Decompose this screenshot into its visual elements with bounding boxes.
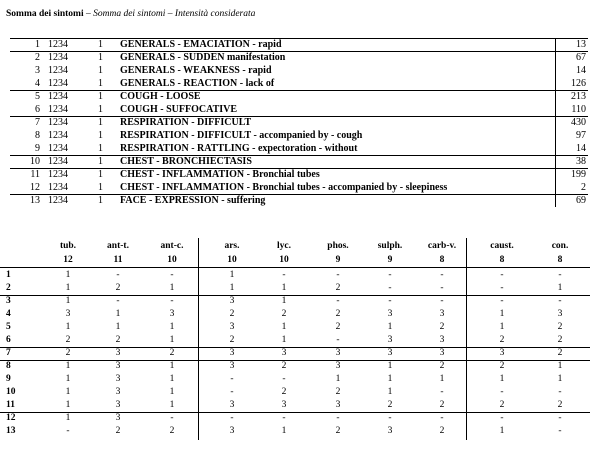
grid-row-number: 2 (6, 283, 11, 293)
grid-cell: - (66, 426, 70, 436)
symptom-number: 12 (30, 182, 40, 193)
grid-cell: - (500, 283, 504, 293)
symptom-score: 14 (576, 65, 586, 76)
symptom-number: 3 (35, 65, 40, 76)
grid-cell: - (440, 283, 444, 293)
symptom-score: 13 (576, 39, 586, 50)
grid-cell: 1 (229, 270, 235, 280)
grid-cell: 1 (557, 283, 563, 293)
grid-cell: - (282, 270, 286, 280)
grid-header-rule (0, 267, 590, 268)
symptom-number: 1 (35, 39, 40, 50)
grid-cell: 1 (557, 374, 563, 384)
symptom-rubric: GENERALS - SUDDEN manifestation (120, 52, 286, 63)
grid-cell: - (336, 296, 340, 306)
grid-cell: 2 (439, 426, 445, 436)
grid-cell: - (230, 413, 234, 423)
grid-cell: 1 (335, 374, 341, 384)
remedy-total: 8 (557, 255, 563, 265)
symptom-weight: 1 (98, 117, 103, 128)
grid-cell: - (388, 270, 392, 280)
symptom-number: 9 (35, 143, 40, 154)
grid-cell: - (558, 426, 562, 436)
grid-cell: - (500, 413, 504, 423)
grid-cell: 2 (557, 348, 563, 358)
symptom-rubric: CHEST - INFLAMMATION - Bronchial tubes - accompanied by - sleepiness (120, 182, 448, 193)
symptom-score: 430 (571, 117, 586, 128)
breadcrumb-sum: Somma dei sintomi (93, 9, 166, 19)
grid-cell: 1 (169, 387, 175, 397)
grid-cell: 3 (439, 348, 445, 358)
grid-cell: 3 (387, 335, 393, 345)
grid-row-number: 7 (6, 348, 11, 358)
grid-cell: 2 (229, 309, 235, 319)
remedy-total: 9 (387, 255, 393, 265)
grid-cell: 3 (335, 400, 341, 410)
grid-cell: - (440, 270, 444, 280)
remedy-name: phos. (327, 241, 349, 251)
symptom-weight: 1 (98, 182, 103, 193)
grid-cell: 1 (387, 322, 393, 332)
grid-cell: - (336, 270, 340, 280)
symptom-rubric: RESPIRATION - RATTLING - expectoration - without (120, 143, 358, 154)
grid-row-number: 1 (6, 270, 11, 280)
grid-cell: - (558, 413, 562, 423)
grid-row-number: 11 (6, 400, 15, 410)
grid-cell: 2 (439, 322, 445, 332)
symptom-code: 1234 (48, 52, 68, 63)
remedy-name: carb-v. (427, 241, 457, 251)
symptom-weight: 1 (98, 65, 103, 76)
grid-cell: - (116, 296, 120, 306)
symptom-code: 1234 (48, 169, 68, 180)
grid-cell: 3 (439, 335, 445, 345)
grid-row-number: 9 (6, 374, 11, 384)
symptom-rubric: GENERALS - EMACIATION - rapid (120, 39, 282, 50)
grid-cell: 2 (439, 361, 445, 371)
remedy-name: ant-c. (160, 241, 184, 251)
remedy-name: caust. (490, 241, 514, 251)
symptom-rubric: COUGH - LOOSE (120, 91, 201, 102)
grid-cell: 3 (281, 400, 287, 410)
separator: – (167, 9, 173, 19)
grid-cell: - (116, 270, 120, 280)
grid-cell: 3 (335, 348, 341, 358)
grid-cell: 2 (229, 335, 235, 345)
symptom-number: 11 (30, 169, 40, 180)
grid-cell: 3 (115, 413, 121, 423)
grid-cell: 3 (281, 348, 287, 358)
symptom-number: 2 (35, 52, 40, 63)
grid-row-number: 10 (6, 387, 16, 397)
symptom-weight: 1 (98, 195, 103, 206)
grid-cell: 1 (281, 283, 287, 293)
grid-cell: 2 (499, 361, 505, 371)
grid-cell: 1 (229, 283, 235, 293)
grid-cell: 3 (499, 348, 505, 358)
grid-cell: - (282, 413, 286, 423)
grid-cell: 1 (387, 374, 393, 384)
symptom-row[interactable] (0, 142, 600, 155)
grid-cell: 1 (65, 283, 71, 293)
grid-cell: 2 (115, 335, 121, 345)
symptom-code: 1234 (48, 195, 68, 206)
grid-cell: 1 (65, 387, 71, 397)
grid-cell: - (282, 374, 286, 384)
grid-row-number: 4 (6, 309, 11, 319)
grid-cell: - (230, 387, 234, 397)
grid-cell: 1 (65, 400, 71, 410)
symptom-row[interactable] (0, 90, 600, 103)
grid-row-number: 12 (6, 413, 16, 423)
grid-cell: 2 (499, 400, 505, 410)
group-separator (198, 238, 199, 440)
grid-cell: - (388, 296, 392, 306)
grid-row-number: 6 (6, 335, 11, 345)
symptom-weight: 1 (98, 104, 103, 115)
symptom-weight: 1 (98, 130, 103, 141)
grid-cell: - (500, 296, 504, 306)
grid-cell: - (170, 270, 174, 280)
grid-cell: 2 (335, 309, 341, 319)
grid-cell: 1 (281, 335, 287, 345)
symptom-rubric: CHEST - BRONCHIECTASIS (120, 156, 252, 167)
grid-cell: 1 (281, 426, 287, 436)
symptom-score: 14 (576, 143, 586, 154)
remedy-total: 10 (167, 255, 177, 265)
grid-cell: 3 (229, 426, 235, 436)
symptom-code: 1234 (48, 117, 68, 128)
symptom-rubric: CHEST - INFLAMMATION - Bronchial tubes (120, 169, 320, 180)
grid-cell: 3 (557, 309, 563, 319)
grid-cell: - (500, 270, 504, 280)
grid-cell: 1 (65, 322, 71, 332)
symptom-rubric: RESPIRATION - DIFFICULT (120, 117, 252, 128)
grid-cell: 3 (335, 361, 341, 371)
grid-row-number: 8 (6, 361, 11, 371)
symptom-row[interactable] (0, 103, 600, 116)
symptom-code: 1234 (48, 182, 68, 193)
remedy-total: 8 (439, 255, 445, 265)
grid-cell: 3 (387, 348, 393, 358)
symptom-number: 5 (35, 91, 40, 102)
symptom-score: 2 (581, 182, 586, 193)
symptom-score: 213 (571, 91, 586, 102)
grid-cell: 3 (439, 309, 445, 319)
grid-cell: 1 (499, 309, 505, 319)
symptom-row[interactable] (0, 116, 600, 129)
grid-row-number: 3 (6, 296, 11, 306)
grid-cell: - (440, 296, 444, 306)
remedy-total: 8 (499, 255, 505, 265)
grid-cell: 2 (65, 335, 71, 345)
symptom-number: 4 (35, 78, 40, 89)
grid-cell: - (388, 413, 392, 423)
grid-cell: 3 (115, 374, 121, 384)
grid-cell: 3 (229, 400, 235, 410)
grid-cell: 1 (439, 374, 445, 384)
symptom-weight: 1 (98, 52, 103, 63)
grid-row-number: 13 (6, 426, 16, 436)
remedy-total: 11 (113, 255, 123, 265)
grid-cell: - (558, 387, 562, 397)
grid-cell: - (440, 413, 444, 423)
symptom-weight: 1 (98, 39, 103, 50)
remedy-name: ars. (224, 241, 240, 251)
grid-cell: 2 (439, 400, 445, 410)
grid-cell: 1 (115, 322, 121, 332)
grid-cell: 1 (169, 322, 175, 332)
grid-cell: 2 (499, 335, 505, 345)
grid-cell: 1 (169, 283, 175, 293)
symptom-row[interactable] (0, 64, 600, 77)
grid-cell: 2 (115, 283, 121, 293)
grid-row-number: 5 (6, 322, 11, 332)
remedy-name: con. (551, 241, 569, 251)
grid-cell: 1 (169, 361, 175, 371)
grid-cell: 3 (229, 296, 235, 306)
symptom-row[interactable] (0, 77, 600, 90)
symptom-number: 13 (30, 195, 40, 206)
symptom-number: 8 (35, 130, 40, 141)
symptom-weight: 1 (98, 91, 103, 102)
grid-cell: 3 (115, 400, 121, 410)
grid-cell: 2 (169, 426, 175, 436)
report-header (6, 9, 255, 19)
symptom-score: 69 (576, 195, 586, 206)
grid-cell: - (558, 296, 562, 306)
grid-cell: 2 (387, 400, 393, 410)
grid-cell: - (170, 413, 174, 423)
symptom-code: 1234 (48, 91, 68, 102)
grid-cell: 2 (281, 309, 287, 319)
separator: – (85, 9, 91, 19)
grid-cell: 2 (281, 361, 287, 371)
grid-cell: - (558, 270, 562, 280)
symptom-code: 1234 (48, 39, 68, 50)
grid-cell: 3 (65, 309, 71, 319)
remedy-total: 10 (279, 255, 289, 265)
symptom-weight: 1 (98, 169, 103, 180)
grid-cell: 2 (335, 387, 341, 397)
grid-cell: 3 (115, 348, 121, 358)
grid-cell: 3 (229, 322, 235, 332)
grid-cell: 3 (169, 309, 175, 319)
symptom-code: 1234 (48, 104, 68, 115)
grid-cell: 3 (387, 309, 393, 319)
grid-cell: 3 (115, 387, 121, 397)
grid-cell: 2 (115, 426, 121, 436)
grid-cell: 2 (335, 322, 341, 332)
symptom-weight: 1 (98, 78, 103, 89)
grid-cell: 3 (387, 426, 393, 436)
grid-cell: - (440, 387, 444, 397)
grid-cell: 2 (557, 322, 563, 332)
grid-cell: - (336, 413, 340, 423)
symptom-rubric: GENERALS - REACTION - lack of (120, 78, 275, 89)
grid-cell: 3 (229, 348, 235, 358)
remedy-name: ant-t. (107, 241, 129, 251)
grid-cell: 2 (335, 426, 341, 436)
remedy-name: lyc. (277, 241, 291, 251)
symptom-number: 10 (30, 156, 40, 167)
symptom-row[interactable] (0, 168, 600, 181)
symptom-row[interactable] (0, 51, 600, 64)
grid-cell: 2 (281, 387, 287, 397)
symptom-score: 97 (576, 130, 586, 141)
remedy-total: 9 (335, 255, 341, 265)
grid-cell: 1 (65, 296, 71, 306)
grid-cell: 1 (169, 400, 175, 410)
grid-cell: 1 (115, 309, 121, 319)
symptom-rubric: RESPIRATION - DIFFICULT - accompanied by - cough (120, 130, 363, 141)
symptoms-table (0, 38, 600, 211)
grid-cell: 3 (229, 361, 235, 371)
grid-cell: 1 (65, 413, 71, 423)
symptom-code: 1234 (48, 156, 68, 167)
symptom-rubric: FACE - EXPRESSION - suffering (120, 195, 266, 206)
grid-cell: 1 (557, 361, 563, 371)
grid-cell: 2 (557, 335, 563, 345)
grid-cell: 1 (387, 387, 393, 397)
symptom-row[interactable] (0, 129, 600, 142)
report-title: Somma dei sintomi (6, 9, 84, 19)
grid-cell: 2 (335, 283, 341, 293)
remedy-name: sulph. (377, 241, 403, 251)
grid-cell: 1 (499, 374, 505, 384)
grid-cell: 1 (169, 374, 175, 384)
symptom-score: 38 (576, 156, 586, 167)
symptom-score: 199 (571, 169, 586, 180)
symptom-score: 67 (576, 52, 586, 63)
grid-cell: 1 (387, 361, 393, 371)
grid-cell: 1 (281, 322, 287, 332)
breadcrumb-intensity: Intensità considerata (174, 9, 256, 19)
symptom-row[interactable] (0, 181, 600, 194)
grid-cell: 1 (65, 270, 71, 280)
grid-cell: - (388, 283, 392, 293)
symptom-code: 1234 (48, 130, 68, 141)
symptom-row[interactable] (0, 38, 600, 51)
symptom-code: 1234 (48, 65, 68, 76)
grid-cell: 1 (499, 322, 505, 332)
grid-cell: 2 (557, 400, 563, 410)
symptom-number: 7 (35, 117, 40, 128)
symptom-score: 126 (571, 78, 586, 89)
grid-cell: 1 (499, 426, 505, 436)
grid-cell: 2 (65, 348, 71, 358)
symptom-weight: 1 (98, 156, 103, 167)
grid-cell: 1 (65, 374, 71, 384)
remedy-total: 12 (63, 255, 73, 265)
grid-cell: - (230, 374, 234, 384)
symptom-row[interactable] (0, 194, 600, 207)
symptom-weight: 1 (98, 143, 103, 154)
grid-cell: - (170, 296, 174, 306)
symptom-row[interactable] (0, 155, 600, 168)
symptom-code: 1234 (48, 78, 68, 89)
remedy-name: tub. (59, 241, 77, 251)
symptom-code: 1234 (48, 143, 68, 154)
symptom-rubric: GENERALS - WEAKNESS - rapid (120, 65, 272, 76)
symptom-number: 6 (35, 104, 40, 115)
grid-cell: 3 (115, 361, 121, 371)
grid-cell: 2 (169, 348, 175, 358)
grid-cell: 1 (169, 335, 175, 345)
symptom-score: 110 (571, 104, 586, 115)
group-separator (466, 238, 467, 440)
grid-cell: - (500, 387, 504, 397)
remedy-total: 10 (227, 255, 237, 265)
grid-cell: 1 (281, 296, 287, 306)
grid-cell: 1 (65, 361, 71, 371)
symptom-rubric: COUGH - SUFFOCATIVE (120, 104, 238, 115)
grid-cell: - (336, 335, 340, 345)
